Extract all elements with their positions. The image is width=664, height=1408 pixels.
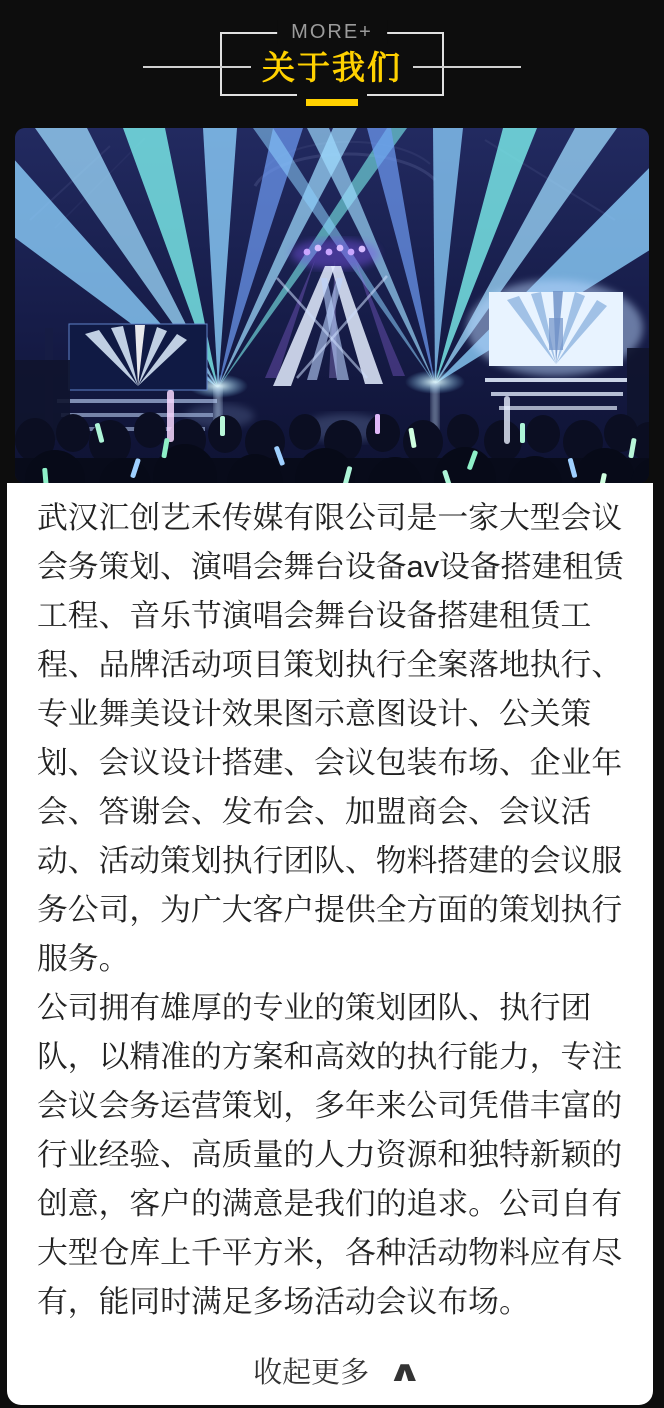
about-text xyxy=(37,493,633,1326)
stage-photo xyxy=(15,128,649,483)
about-paragraph-2: 公司拥有雄厚的专业的策划团队、执行团队，以精准的方案和高效的执行能力，专注会议会务运营策划，多年来公司凭借丰富的行业经验、高质量的人力资源和独特新颖的创意，客户的满意是我们的追求。公司自有大型仓库上千平方米，各种活动物料应有尽有，能同时满足多场活动会议布场。 xyxy=(37,990,623,1319)
about-paragraph-1: 武汉汇创艺禾传媒有限公司是一家大型会议会务策划、演唱会舞台设备av设备搭建租赁工程、音乐节演唱会舞台设备搭建租赁工程、品牌活动项目策划执行全案落地执行、专业舞美设计效果图示意图设计、公关策划、会议设计搭建、会议包装布场、企业年会、答谢会、发布会、加盟商会、会议活动、活动策划执行团队、物料搭建的会议服务公司，为广大客户提供全方面的策划执行服务。 xyxy=(37,500,624,976)
section-header xyxy=(0,0,664,128)
chevron-up-icon: ∧ xyxy=(387,1356,423,1388)
more-link[interactable]: MORE+ xyxy=(277,20,387,44)
collapse-button[interactable] xyxy=(37,1342,633,1399)
collapse-button-label: 收起更多 xyxy=(253,1357,370,1389)
page-title: 关于我们 xyxy=(262,49,402,86)
about-card xyxy=(7,483,653,1405)
title-side-line-right xyxy=(413,66,521,68)
title-side-line-left xyxy=(143,66,251,68)
title-underline xyxy=(306,99,358,106)
stage-photo-svg xyxy=(15,128,649,483)
